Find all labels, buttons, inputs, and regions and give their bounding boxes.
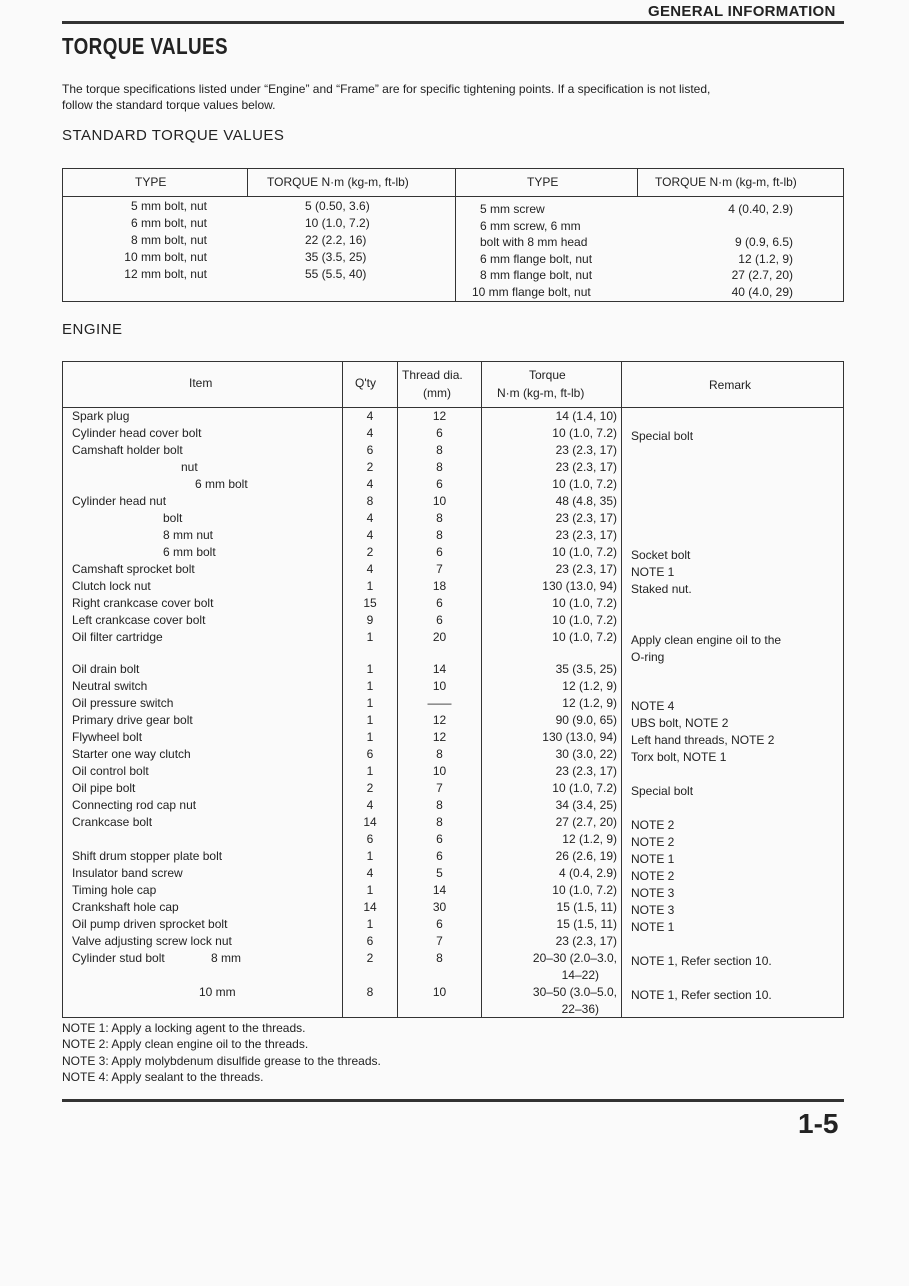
row-torque: 10 (1.0, 7.2): [552, 426, 617, 440]
engine-header-torque: Torque: [529, 368, 566, 382]
row-torque: 130 (13.0, 94): [542, 730, 617, 744]
engine-header-torque-unit: N·m (kg-m, ft-lb): [497, 386, 585, 400]
row-qty: 1: [366, 696, 374, 710]
row-torque: 34 (3.4, 25): [555, 798, 617, 812]
row-qty: 4: [366, 426, 374, 440]
row-item: Connecting rod cap nut: [72, 798, 197, 812]
row-thread: 5: [436, 866, 443, 880]
std-right-type: 10 mm flange bolt, nut: [472, 285, 591, 299]
row-torque: 23 (2.3, 17): [555, 562, 617, 576]
row-item: Crankshaft hole cap: [72, 900, 179, 914]
row-thread: 10: [432, 764, 447, 778]
row-qty: 6: [366, 443, 374, 457]
row-qty: 9: [366, 613, 374, 627]
std-right-type: 6 mm screw, 6 mm: [480, 219, 581, 233]
row-thread: 6: [436, 477, 443, 491]
row-torque: 23 (2.3, 17): [555, 764, 617, 778]
std-right-torque: 27 (2.7, 20): [731, 268, 793, 282]
row-qty: 1: [366, 713, 374, 727]
std-left-torque: 35 (3.5, 25): [305, 250, 367, 264]
row-torque: 10 (1.0, 7.2): [552, 781, 617, 795]
row-torque: 10 (1.0, 7.2): [552, 630, 617, 644]
row-qty: 1: [366, 849, 374, 863]
row-torque: 23 (2.3, 17): [555, 511, 617, 525]
std-right-torque: 4 (0.40, 2.9): [728, 202, 793, 216]
row-qty: 8: [366, 494, 374, 508]
row-torque: 20–30 (2.0–3.0,: [532, 951, 617, 965]
std-right-torque: 40 (4.0, 29): [731, 285, 793, 299]
row-thread: 8: [436, 747, 443, 761]
row-qty: 2: [366, 951, 374, 965]
row-qty: 8: [366, 985, 374, 999]
row-remark: NOTE 1: [631, 920, 675, 934]
row-thread: 18: [432, 579, 447, 593]
row-torque: 35 (3.5, 25): [555, 662, 617, 676]
row-torque: 15 (1.5, 11): [556, 900, 617, 914]
row-thread: 14: [432, 883, 447, 897]
row-item: Right crankcase cover bolt: [72, 596, 214, 610]
standard-torque-table: [62, 168, 844, 302]
row-remark: NOTE 2: [631, 818, 675, 832]
page-number: 1-5: [798, 1108, 839, 1139]
row-thread: 20: [432, 630, 447, 644]
row-qty: 14: [363, 815, 377, 829]
row-item: 6 mm bolt: [163, 545, 216, 559]
row-item: bolt: [163, 511, 183, 525]
row-torque: 90 (9.0, 65): [555, 713, 617, 727]
standard-heading: STANDARD TORQUE VALUES: [62, 127, 285, 144]
row-torque: 10 (1.0, 7.2): [552, 545, 617, 559]
row-remark: Special bolt: [631, 429, 694, 443]
row-torque: 12 (1.2, 9): [562, 679, 617, 693]
std-right-torque: 12 (1.2, 9): [738, 252, 793, 266]
row-remark: NOTE 3: [631, 903, 675, 917]
row-thread: 6: [436, 849, 443, 863]
std-header-torque-left: TORQUE N·m (kg-m, ft-lb): [267, 175, 409, 189]
row-item: Valve adjusting screw lock nut: [72, 934, 232, 948]
row-thread: 7: [436, 934, 443, 948]
row-thread: 8: [436, 951, 443, 965]
engine-header-thread-unit: (mm): [423, 386, 451, 400]
row-thread: 10: [432, 985, 447, 999]
std-header-torque-right: TORQUE N·m (kg-m, ft-lb): [655, 175, 797, 189]
std-right-type: 5 mm screw: [480, 202, 545, 216]
row-torque: 10 (1.0, 7.2): [552, 596, 617, 610]
row-item: Neutral switch: [72, 679, 148, 693]
row-item: Camshaft holder bolt: [72, 443, 183, 457]
header-rule: [62, 21, 844, 24]
engine-header-qty: Q'ty: [355, 376, 376, 390]
row-item: Crankcase bolt: [72, 815, 153, 829]
row-thread: 7: [436, 562, 443, 576]
row-remark: NOTE 1: [631, 852, 675, 866]
row-torque: 23 (2.3, 17): [555, 460, 617, 474]
row-remark: UBS bolt, NOTE 2: [631, 716, 729, 730]
row-qty: 4: [366, 528, 374, 542]
row-thread: 6: [436, 613, 443, 627]
row-torque: 48 (4.8, 35): [555, 494, 617, 508]
note-3: NOTE 3: Apply molybdenum disulfide grease to the threads.: [62, 1053, 381, 1068]
row-thread: 7: [436, 781, 443, 795]
row-torque: 23 (2.3, 17): [555, 934, 617, 948]
row-torque: 30–50 (3.0–5.0,: [532, 985, 617, 999]
std-right-type: bolt with 8 mm head: [480, 235, 588, 249]
row-torque: 12 (1.2, 9): [562, 696, 617, 710]
std-left-torque: 55 (5.5, 40): [305, 267, 367, 281]
row-qty: 1: [366, 679, 374, 693]
row-qty: 4: [366, 866, 374, 880]
row-thread: 30: [432, 900, 447, 914]
note-1: NOTE 1: Apply a locking agent to the threads.: [62, 1021, 306, 1035]
row-item-size: 8 mm: [211, 951, 241, 965]
engine-heading: ENGINE: [62, 321, 123, 338]
row-thread: 8: [436, 798, 443, 812]
std-left-torque: 22 (2.2, 16): [305, 233, 367, 247]
row-remark: NOTE 1, Refer section 10.: [631, 954, 772, 968]
row-qty: 2: [366, 545, 374, 559]
row-item: 8 mm nut: [163, 528, 214, 542]
row-item: Clutch lock nut: [72, 579, 151, 593]
row-thread: ——: [427, 696, 452, 710]
row-remark: NOTE 2: [631, 835, 675, 849]
row-thread: 6: [436, 832, 443, 846]
row-item: Cylinder stud bolt: [72, 951, 165, 965]
row-thread: 10: [432, 679, 447, 693]
intro-line-1: The torque specifications listed under “Engine” and “Frame” are for specific tightening points. If a specification is not listed,: [62, 82, 711, 96]
std-left-type: 12 mm bolt, nut: [124, 267, 207, 281]
row-item: Left crankcase cover bolt: [72, 613, 206, 627]
row-item: 6 mm bolt: [195, 477, 248, 491]
row-item: Insulator band screw: [72, 866, 183, 880]
row-item: Shift drum stopper plate bolt: [72, 849, 223, 863]
row-qty: 4: [366, 798, 374, 812]
row-item: Oil pressure switch: [72, 696, 174, 710]
row-thread: 12: [432, 713, 447, 727]
row-thread: 8: [436, 460, 443, 474]
footer-rule: [62, 1099, 844, 1102]
row-thread: 10: [432, 494, 447, 508]
note-2: NOTE 2: Apply clean engine oil to the threads.: [62, 1037, 309, 1052]
row-qty: 15: [363, 596, 377, 610]
running-header: GENERAL INFORMATION: [648, 3, 836, 20]
row-torque: 26 (2.6, 19): [555, 849, 617, 863]
row-qty: 1: [366, 730, 374, 744]
std-header-type-left: TYPE: [135, 175, 167, 189]
row-remark: Staked nut.: [631, 582, 692, 596]
row-qty: 4: [366, 409, 374, 423]
engine-header-thread: Thread dia.: [402, 368, 463, 382]
note-4: NOTE 4: Apply sealant to the threads.: [62, 1069, 264, 1084]
row-torque-cont: 14–22): [561, 968, 599, 982]
row-torque: 23 (2.3, 17): [555, 528, 617, 542]
row-torque-cont: 22–36): [561, 1002, 599, 1016]
std-left-type: 10 mm bolt, nut: [124, 250, 207, 264]
row-thread: 6: [436, 917, 443, 931]
row-qty: 1: [366, 579, 374, 593]
row-thread: 12: [432, 409, 447, 423]
row-torque: 14 (1.4, 10): [555, 409, 617, 423]
row-item: Cylinder head nut: [72, 494, 167, 508]
row-torque: 4 (0.4, 2.9): [558, 866, 617, 880]
row-remark: NOTE 4: [631, 699, 675, 713]
row-qty: 1: [366, 662, 374, 676]
row-item: Primary drive gear bolt: [72, 713, 193, 727]
row-qty: 4: [366, 562, 374, 576]
intro-text: [62, 81, 852, 113]
row-thread: 8: [436, 815, 443, 829]
row-item: Timing hole cap: [72, 883, 157, 897]
row-remark: NOTE 3: [631, 886, 675, 900]
engine-header-item: Item: [189, 376, 213, 390]
engine-torque-table: [62, 361, 844, 1018]
row-item: 10 mm: [199, 985, 236, 999]
row-qty: 1: [366, 917, 374, 931]
notes: [62, 1020, 381, 1085]
row-qty: 4: [366, 511, 374, 525]
row-thread: 8: [436, 443, 443, 457]
row-item: Cylinder head cover bolt: [72, 426, 202, 440]
row-qty: 2: [366, 460, 374, 474]
row-torque: 130 (13.0, 94): [542, 579, 617, 593]
row-item: Oil pipe bolt: [72, 781, 136, 795]
row-qty: 1: [366, 883, 374, 897]
row-thread: 6: [436, 545, 443, 559]
row-item: Oil pump driven sprocket bolt: [72, 917, 228, 931]
row-remark: Special bolt: [631, 784, 694, 798]
row-qty: 6: [366, 747, 374, 761]
row-qty: 4: [366, 477, 374, 491]
row-torque: 15 (1.5, 11): [556, 917, 617, 931]
row-item: Camshaft sprocket bolt: [72, 562, 195, 576]
page-title: TORQUE VALUES: [62, 33, 229, 59]
row-remark: NOTE 1, Refer section 10.: [631, 988, 772, 1002]
std-left-torque: 5 (0.50, 3.6): [305, 199, 370, 213]
row-torque: 10 (1.0, 7.2): [552, 477, 617, 491]
std-left-type: 8 mm bolt, nut: [130, 233, 207, 247]
row-torque: 12 (1.2, 9): [562, 832, 617, 846]
row-torque: 10 (1.0, 7.2): [552, 883, 617, 897]
row-qty: 1: [366, 630, 374, 644]
row-remark: NOTE 2: [631, 869, 675, 883]
row-remark-cont: O-ring: [631, 650, 665, 664]
row-torque: 23 (2.3, 17): [555, 443, 617, 457]
row-item: Oil filter cartridge: [72, 630, 163, 644]
std-right-type: 8 mm flange bolt, nut: [480, 268, 593, 282]
row-remark: Torx bolt, NOTE 1: [631, 750, 727, 764]
row-item: Oil drain bolt: [72, 662, 140, 676]
row-remark: Left hand threads, NOTE 2: [631, 733, 775, 747]
row-torque: 10 (1.0, 7.2): [552, 613, 617, 627]
row-item: Starter one way clutch: [72, 747, 191, 761]
row-torque: 27 (2.7, 20): [555, 815, 617, 829]
row-thread: 12: [432, 730, 447, 744]
row-item: nut: [181, 460, 198, 474]
std-left-type: 6 mm bolt, nut: [130, 216, 207, 230]
row-remark: Apply clean engine oil to the: [631, 633, 782, 647]
row-thread: 6: [436, 426, 443, 440]
row-torque: 30 (3.0, 22): [555, 747, 617, 761]
engine-header-remark: Remark: [709, 378, 752, 392]
std-right-torque: 9 (0.9, 6.5): [734, 235, 793, 249]
row-item: Oil control bolt: [72, 764, 149, 778]
row-remark: NOTE 1: [631, 565, 675, 579]
std-header-type-right: TYPE: [527, 175, 559, 189]
row-qty: 6: [366, 832, 374, 846]
row-qty: 1: [366, 764, 374, 778]
row-item: Spark plug: [72, 409, 130, 423]
std-left-type: 5 mm bolt, nut: [130, 199, 207, 213]
row-thread: 14: [432, 662, 447, 676]
row-item: Flywheel bolt: [72, 730, 143, 744]
std-left-torque: 10 (1.0, 7.2): [305, 216, 370, 230]
row-qty: 14: [363, 900, 377, 914]
std-right-type: 6 mm flange bolt, nut: [480, 252, 593, 266]
row-qty: 2: [366, 781, 374, 795]
row-thread: 6: [436, 596, 443, 610]
row-qty: 6: [366, 934, 374, 948]
row-remark: Socket bolt: [631, 548, 691, 562]
row-thread: 8: [436, 511, 443, 525]
intro-line-2: follow the standard torque values below.: [62, 98, 276, 112]
row-thread: 8: [436, 528, 443, 542]
